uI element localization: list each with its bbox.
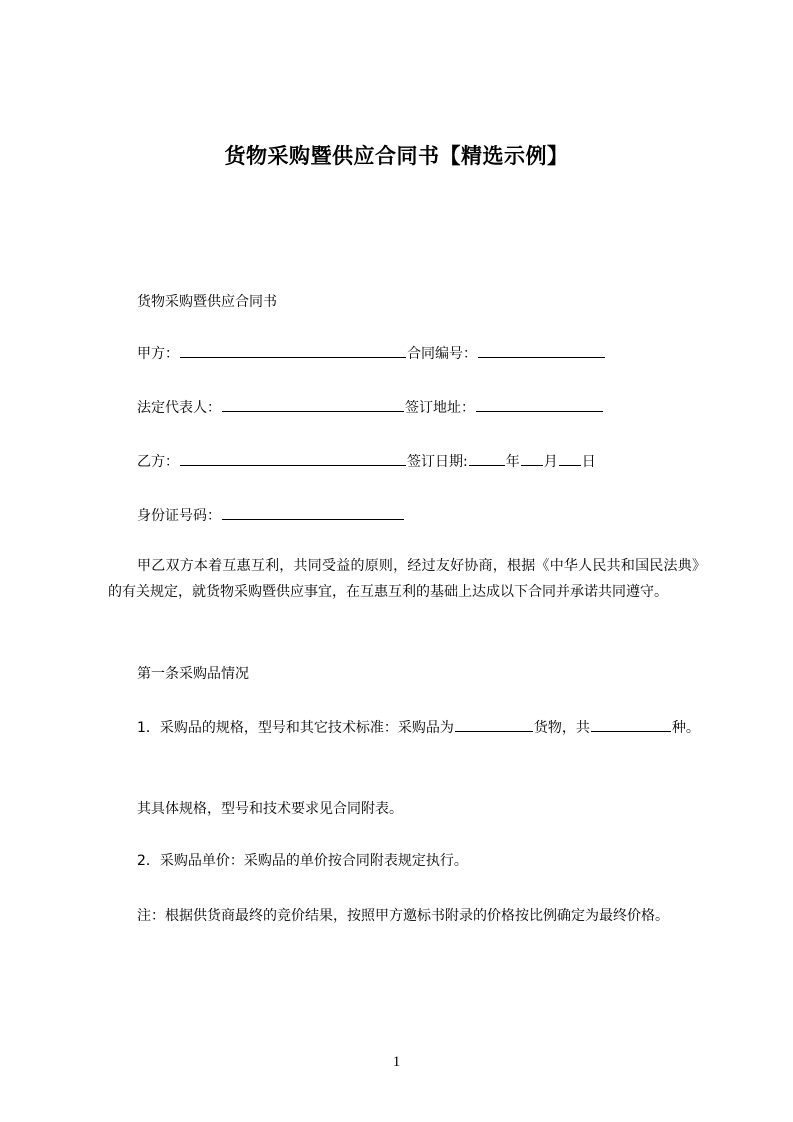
party-a-label: 甲方：	[137, 346, 179, 362]
sign-place-label: 签订地址：	[405, 400, 475, 416]
party-a-row	[137, 343, 606, 365]
count-blank[interactable]	[591, 717, 671, 732]
legal-rep-blank[interactable]	[222, 397, 404, 412]
note-paragraph: 注：根据供货商最终的竞价结果，按照甲方邀标书附录的价格按比例确定为最终价格。	[137, 908, 669, 924]
item1-prefix: 1．采购品的规格，型号和其它技术标准：采购品为	[137, 720, 454, 736]
intro-paragraph: 甲乙双方本着互惠互利，共同受益的原则，经过友好协商，根据《中华人民共和国民法典》的有关规定，就货物采购暨供应事宜，在互惠互利的基础上达成以下合同并承诺共同遵守。	[108, 558, 706, 600]
goods-blank[interactable]	[455, 717, 533, 732]
sign-date-label: 签订日期:	[407, 454, 468, 470]
party-b-label: 乙方：	[137, 454, 179, 470]
party-b-blank[interactable]	[180, 451, 406, 466]
id-no-row	[137, 505, 405, 527]
contract-no-label: 合同编号：	[407, 346, 477, 362]
item1-suffix: 种。	[671, 720, 700, 736]
legal-rep-row	[137, 397, 604, 419]
sign-place-blank[interactable]	[476, 397, 603, 412]
page-title: 货物采购暨供应合同书【精选示例】	[224, 144, 569, 168]
contract-no-blank[interactable]	[478, 343, 605, 358]
day-label: 日	[581, 454, 596, 470]
year-label: 年	[505, 454, 520, 470]
party-a-blank[interactable]	[180, 343, 406, 358]
month-label: 月	[543, 454, 558, 470]
day-blank[interactable]	[559, 451, 581, 466]
legal-rep-label: 法定代表人：	[137, 400, 221, 416]
party-b-row	[137, 451, 596, 473]
item1-middle: 货物，共	[533, 720, 590, 736]
page-number: 1	[392, 1054, 401, 1070]
id-no-blank[interactable]	[222, 505, 404, 520]
contract-subtitle: 货物采购暨供应合同书	[137, 294, 277, 310]
article1-heading: 第一条采购品情况	[137, 666, 249, 682]
item1-paragraph	[108, 715, 706, 741]
month-blank[interactable]	[521, 451, 543, 466]
id-no-label: 身份证号码：	[137, 508, 221, 524]
item2-line: 2．采购品单价：采购品的单价按合同附表规定执行。	[137, 853, 468, 869]
year-blank[interactable]	[469, 451, 505, 466]
specs-line: 其具体规格，型号和技术要求见合同附表。	[137, 801, 403, 817]
